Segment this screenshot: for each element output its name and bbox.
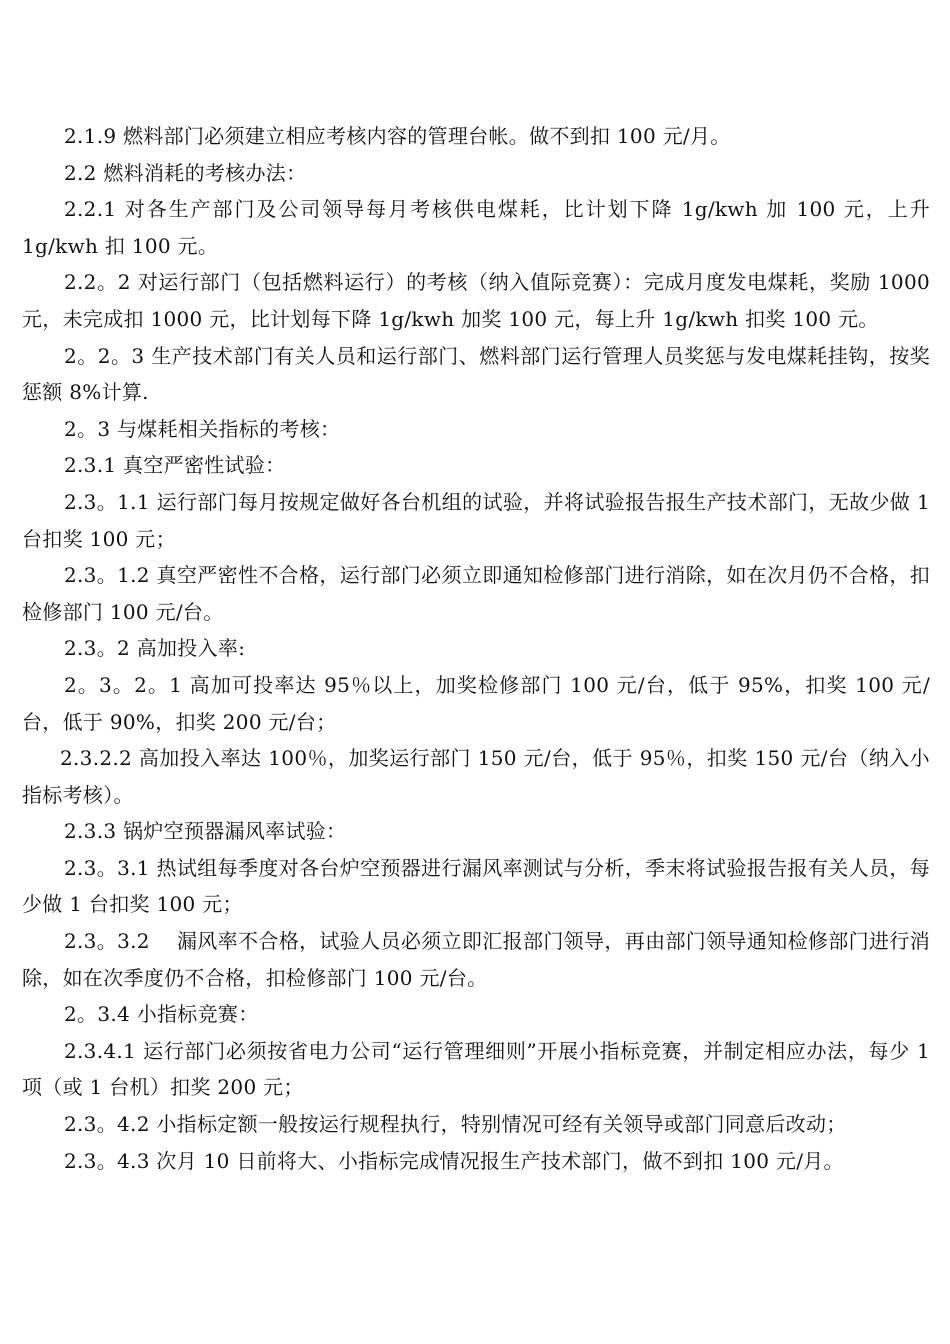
paragraph-2-1-9: 2.1.9 燃料部门必须建立相应考核内容的管理台帐。做不到扣 100 元/月。: [64, 124, 731, 148]
paragraph-2-3-1-1: 2.3。1.1 运行部门每月按规定做好各台机组的试验，并将试验报告报生产技术部门，无故少做 1 台扣奖 100 元；: [22, 489, 930, 551]
paragraph-2-3-4: 2。3.4 小指标竞赛：: [64, 1002, 259, 1027]
paragraph-2-2-3: 2。2。3 生产技术部门有关人员和运行部门、燃料部门运行管理人员奖惩与发电煤耗挂钩，按奖惩额 8%计算.: [22, 343, 930, 405]
paragraph-2-3-3-1: 2.3。3.1 热试组每季度对各台炉空预器进行漏风率测试与分析，季末将试验报告报有关人员，每少做 1 台扣奖 100 元；: [22, 855, 930, 917]
paragraph-2-2-1: 2.2.1 对各生产部门及公司领导每月考核供电煤耗，比计划下降 1g/kwh 加 100 元，上升 1g/kwh 扣 100 元。: [22, 197, 930, 258]
paragraph-2-3: 2。3 与煤耗相关指标的考核：: [64, 416, 341, 441]
paragraph-2-3-4-2: 2.3。4.2 小指标定额一般按运行规程执行，特别情况可经有关领导或部门同意后改动；: [64, 1112, 847, 1137]
paragraph-2-3-2-1: 2。3。2。1 高加可投率达 95％以上，加奖检修部门 100 元/台，低于 95%，扣奖 100 元/台，低于 90%，扣奖 200 元/台；: [22, 672, 930, 734]
paragraph-2-3-3: 2.3.3 锅炉空预器漏风率试验：: [64, 819, 347, 844]
paragraph-2-3-4-3: 2.3。4.3 次月 10 日前将大、小指标完成情况报生产技术部门，做不到扣 100 元/月。: [64, 1148, 844, 1173]
paragraph-2-3-1-2: 2.3。1.2 真空严密性不合格，运行部门必须立即通知检修部门进行消除，如在次月仍不合格，扣检修部门 100 元/台。: [22, 563, 930, 624]
paragraph-2-3-3-2: 2.3。3.2 漏风率不合格，试验人员必须立即汇报部门领导，再由部门领导通知检修部门进行消除，如在次季度仍不合格，扣检修部门 100 元/台。: [22, 929, 930, 990]
paragraph-2-3-1: 2.3.1 真空严密性试验：: [64, 453, 286, 478]
paragraph-2-3-4-1: 2.3.4.1 运行部门必须按省电力公司“运行管理细则”开展小指标竞赛，并制定相应办法，每少 1 项（或 1 台机）扣奖 200 元；: [22, 1038, 930, 1100]
paragraph-2-2-2: 2.2。2 对运行部门（包括燃料运行）的考核（纳入值际竞赛）：完成月度发电煤耗，奖励 1000 元，未完成扣 1000 元，比计划每下降 1g/kwh 加奖 100 元，每上升 1g/kwh 扣奖 100 元。: [22, 270, 930, 331]
document-body: [22, 118, 930, 1179]
paragraph-2-2: 2.2 燃料消耗的考核办法：: [64, 160, 307, 185]
paragraph-2-3-2: 2.3。2 高加投入率:: [64, 636, 246, 661]
paragraph-2-3-2-2: 2.3.2.2 高加投入率达 100％，加奖运行部门 150 元/台，低于 95％，扣奖 150 元/台（纳入小指标考核）。: [22, 746, 930, 807]
